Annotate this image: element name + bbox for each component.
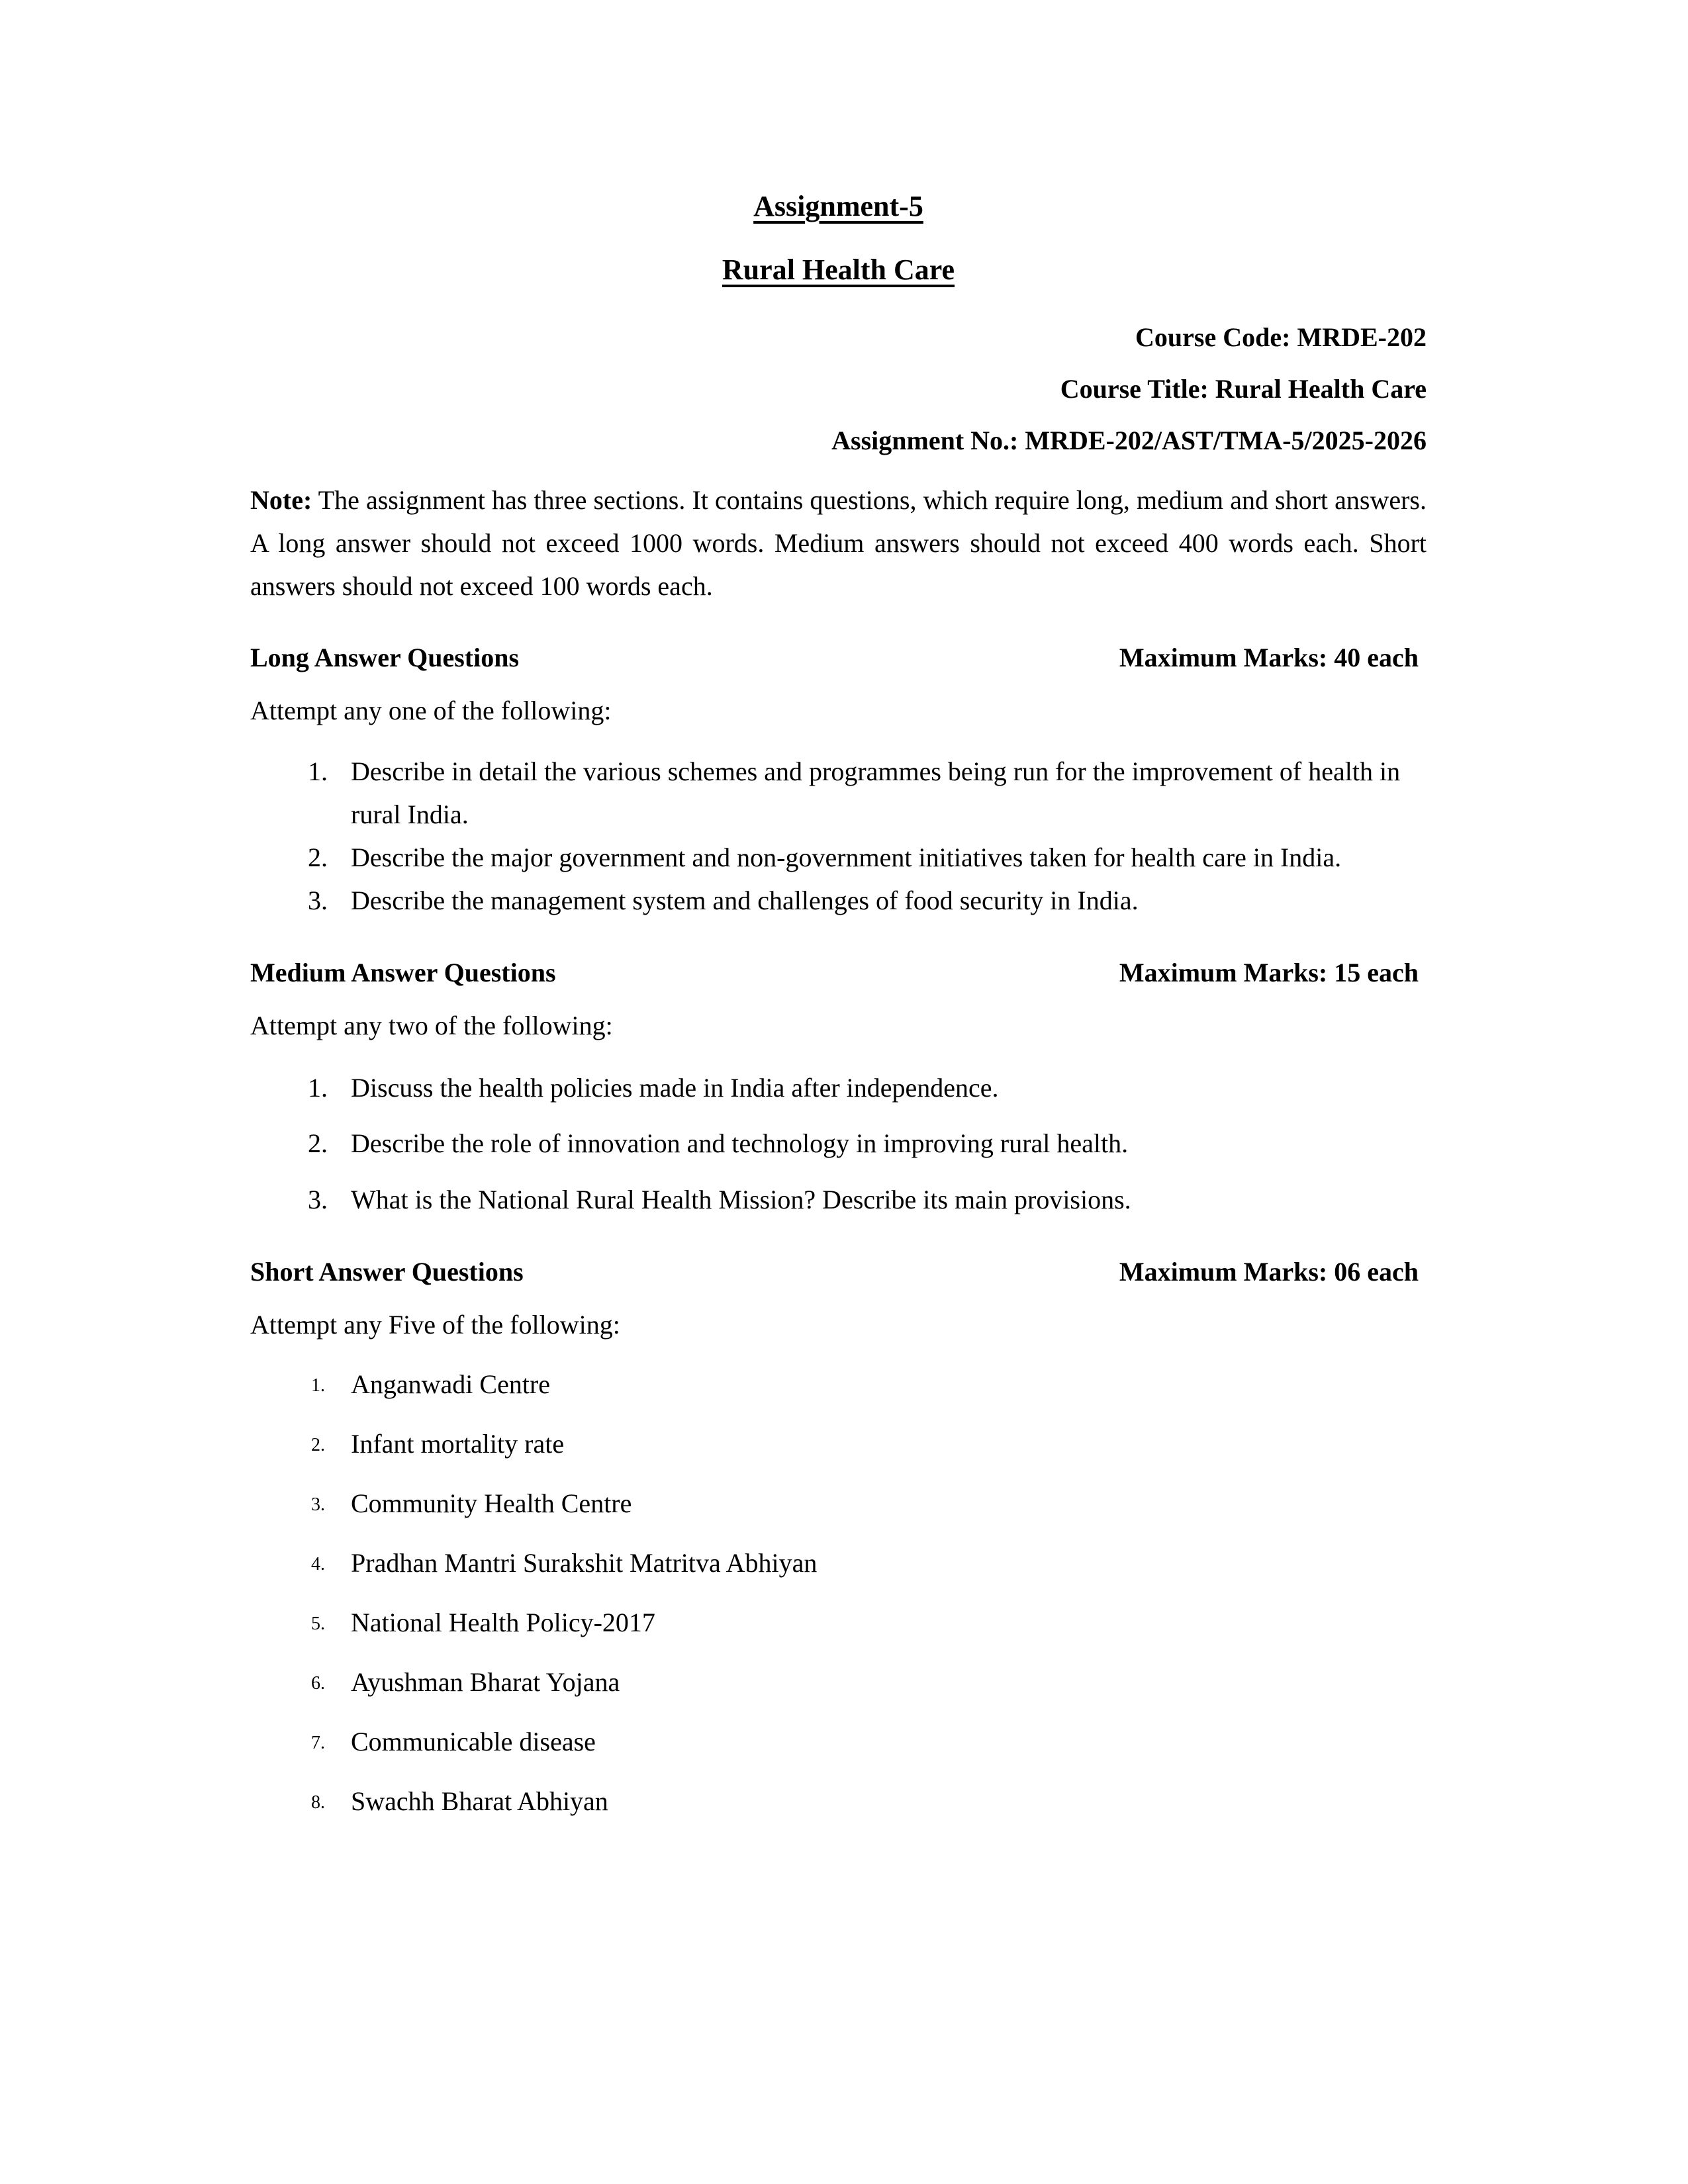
assignment-title-text: Assignment-5: [753, 190, 923, 222]
note-text: The assignment has three sections. It contains questions, which require long, medium and short answers. A long answer should not exceed 1000 words. Medium answers should not exceed 400 words each. Short answers should not exceed 100 words each.: [250, 485, 1427, 601]
assignment-number: Assignment No.: MRDE-202/AST/TMA-5/2025-2026: [831, 426, 1427, 455]
question-list-medium: [250, 1067, 1427, 1222]
question-item: Describe the major government and non-government initiatives taken for health care in India.: [351, 842, 1342, 872]
question-item: Ayushman Bharat Yojana: [351, 1666, 620, 1697]
attempt-instruction-short: Attempt any Five of the following:: [250, 1309, 620, 1340]
question-item: Community Health Centre: [351, 1488, 632, 1518]
attempt-instruction-medium: Attempt any two of the following:: [250, 1010, 613, 1040]
question-item: Describe in detail the various schemes and programmes being run for the improvement of health in rural India.: [351, 756, 1401, 830]
question-item: Swachh Bharat Abhiyan: [351, 1786, 608, 1816]
question-item: Discuss the health policies made in India after independence.: [351, 1072, 999, 1103]
course-subject-title: [250, 255, 1427, 285]
course-subject-title-text: Rural Health Care: [722, 253, 955, 286]
section-marks-short: Maximum Marks: 06 each: [1119, 1256, 1419, 1287]
question-item: Describe the role of innovation and technology in improving rural health.: [351, 1128, 1129, 1159]
section-heading-short: Short Answer Questions: [250, 1256, 524, 1287]
question-item: Pradhan Mantri Surakshit Matritva Abhiyan: [351, 1547, 818, 1578]
note-paragraph: [250, 479, 1427, 608]
question-item: What is the National Rural Health Mission? Describe its main provisions.: [351, 1185, 1131, 1215]
question-item: National Health Policy-2017: [351, 1607, 655, 1637]
question-item: Anganwadi Centre: [351, 1369, 551, 1399]
course-title: Course Title: Rural Health Care: [1060, 374, 1427, 404]
section-header-medium: [250, 957, 1427, 987]
course-meta-block: [250, 324, 1427, 454]
section-heading-long: Long Answer Questions: [250, 643, 520, 673]
question-item: Communicable disease: [351, 1726, 596, 1756]
note-label: Note:: [250, 485, 312, 515]
course-code: Course Code: MRDE-202: [1135, 322, 1427, 352]
question-list-long: [250, 751, 1427, 922]
section-marks-medium: Maximum Marks: 15 each: [1119, 957, 1419, 987]
section-header-long: [250, 645, 1427, 671]
question-item: Infant mortality rate: [351, 1428, 565, 1459]
section-heading-medium: Medium Answer Questions: [250, 957, 556, 987]
document-content: [250, 192, 1427, 1819]
attempt-instruction-long: Attempt any one of the following:: [250, 696, 612, 726]
question-item: Describe the management system and challenges of food security in India.: [351, 885, 1139, 915]
assignment-title: [250, 192, 1427, 221]
section-header-short: [250, 1256, 1427, 1287]
section-marks-long: Maximum Marks: 40 each: [1119, 643, 1419, 673]
question-list-short: [250, 1367, 1427, 1819]
